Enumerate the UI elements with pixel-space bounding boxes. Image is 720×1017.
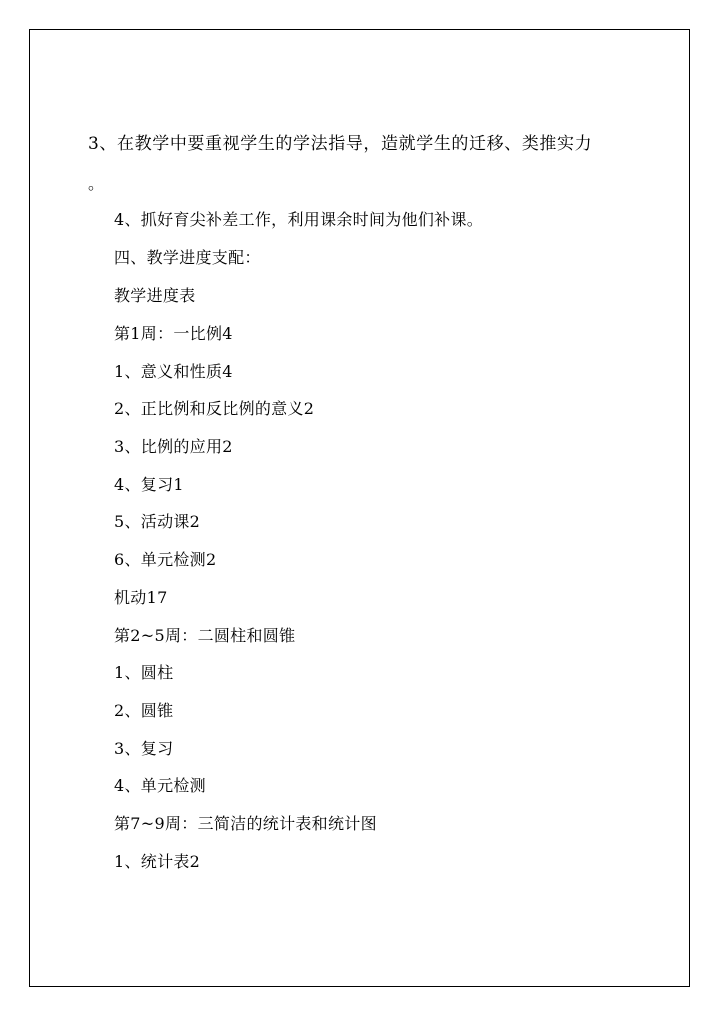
list-item: 1、意义和性质4 xyxy=(114,362,233,381)
list-item: 5、活动课2 xyxy=(114,512,201,531)
page-frame xyxy=(29,29,690,987)
list-item: 3、比例的应用2 xyxy=(114,437,233,456)
list-item: 机动17 xyxy=(114,588,168,607)
text-line-3: 4、抓好育尖补差工作，利用课余时间为他们补课。 xyxy=(114,210,484,229)
list-item: 1、圆柱 xyxy=(114,663,174,682)
list-item: 1、统计表2 xyxy=(114,852,201,871)
week-heading-2: 第2~5周：二圆柱和圆锥 xyxy=(114,626,296,645)
list-item: 6、单元检测2 xyxy=(114,550,217,569)
list-item: 3、复习 xyxy=(114,739,174,758)
section-heading: 四、教学进度支配： xyxy=(114,248,261,267)
week-heading-3: 第7~9周：三简洁的统计表和统计图 xyxy=(114,814,377,833)
week-heading-1: 第1周：一比例4 xyxy=(114,324,233,343)
schedule-title: 教学进度表 xyxy=(114,286,196,305)
text-line-1: 3、在教学中要重视学生的学法指导，造就学生的迁移、类推实力 xyxy=(88,134,593,154)
list-item: 4、单元检测 xyxy=(114,776,206,795)
text-line-2: 。 xyxy=(88,174,105,193)
list-item: 2、圆锥 xyxy=(114,701,174,720)
list-item: 2、正比例和反比例的意义2 xyxy=(114,399,315,418)
list-item: 4、复习1 xyxy=(114,475,184,494)
